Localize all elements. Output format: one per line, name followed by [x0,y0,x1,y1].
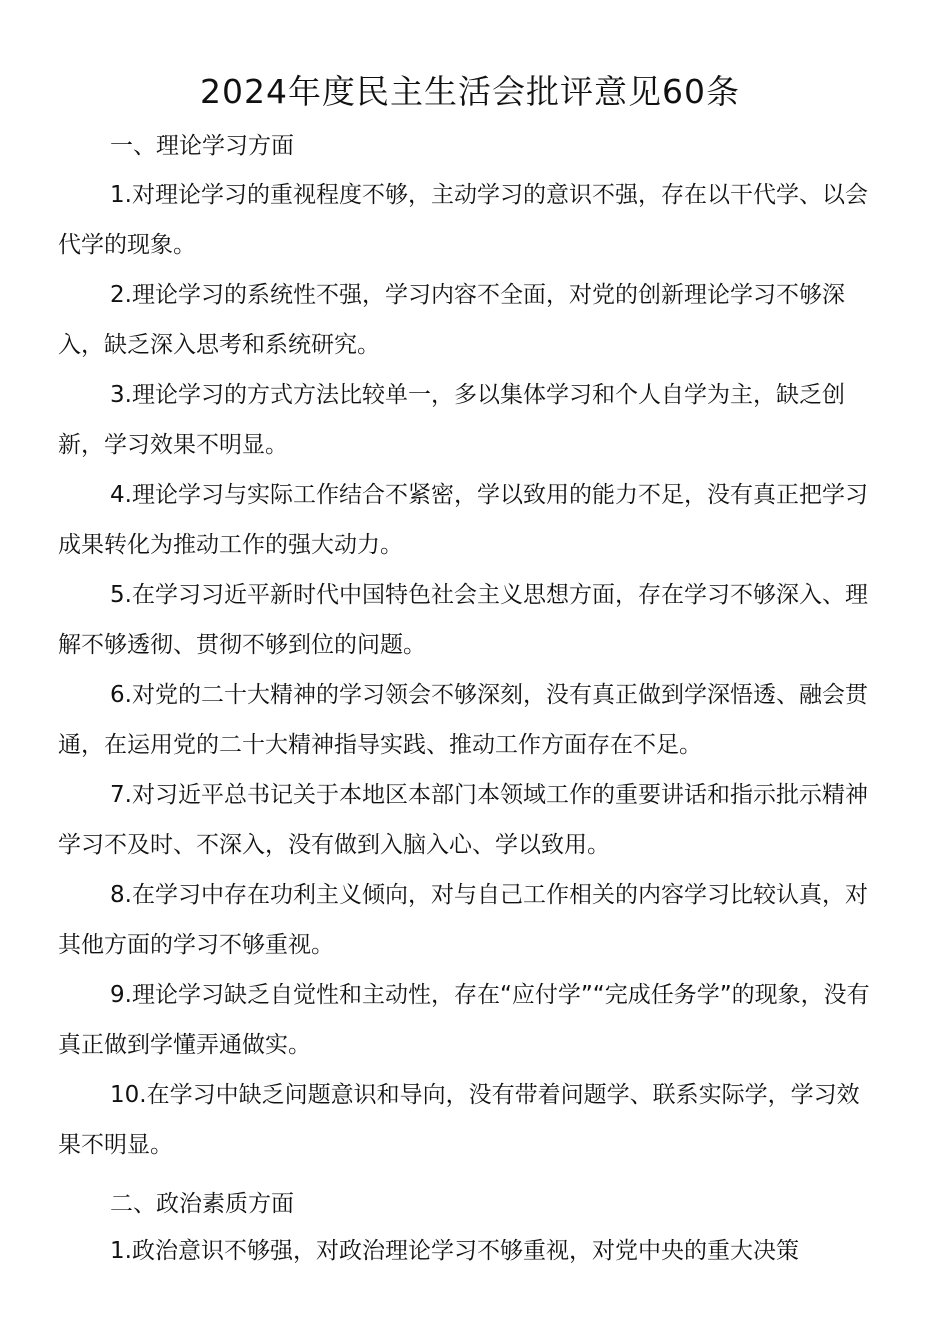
list-item: 2.理论学习的系统性不强，学习内容不全面，对党的创新理论学习不够深入，缺乏深入思考和系统研究。 [58,282,845,358]
list-item: 10.在学习中缺乏问题意识和导向，没有带着问题学、联系实际学，学习效果不明显。 [58,1082,860,1158]
list-item: 8.在学习中存在功利主义倾向，对与自己工作相关的内容学习比较认真，对其他方面的学习不够重视。 [58,882,868,958]
list-item: 6.对党的二十大精神的学习领会不够深刻，没有真正做到学深悟透、融会贯通，在运用党的二十大精神指导实践、推动工作方面存在不足。 [58,682,868,758]
list-item: 4.理论学习与实际工作结合不紧密，学以致用的能力不足，没有真正把学习成果转化为推动工作的强大动力。 [58,482,868,558]
list-item: 1.对理论学习的重视程度不够，主动学习的意识不强，存在以干代学、以会代学的现象。 [58,182,868,258]
list-item: 1.政治意识不够强，对政治理论学习不够重视，对党中央的重大决策 [110,1238,799,1264]
list-item: 7.对习近平总书记关于本地区本部门本领域工作的重要讲话和指示批示精神学习不及时、不深入，没有做到入脑入心、学以致用。 [58,782,868,858]
section-political-quality [58,1182,882,1276]
list-item: 5.在学习习近平新时代中国特色社会主义思想方面，存在学习不够深入、理解不够透彻、贯彻不够到位的问题。 [58,582,868,658]
section-heading: 一、理论学习方面 [110,133,294,159]
document-title: 2024年度民主生活会批评意见60条 [200,72,740,111]
list-item: 3.理论学习的方式方法比较单一，多以集体学习和个人自学为主，缺乏创新，学习效果不明显。 [58,382,845,458]
list-item: 9.理论学习缺乏自觉性和主动性，存在“应付学”“完成任务学”的现象，没有真正做到学懂弄通做实。 [58,982,870,1058]
section-theory-study [58,124,882,1170]
section-heading: 二、政治素质方面 [110,1191,294,1217]
